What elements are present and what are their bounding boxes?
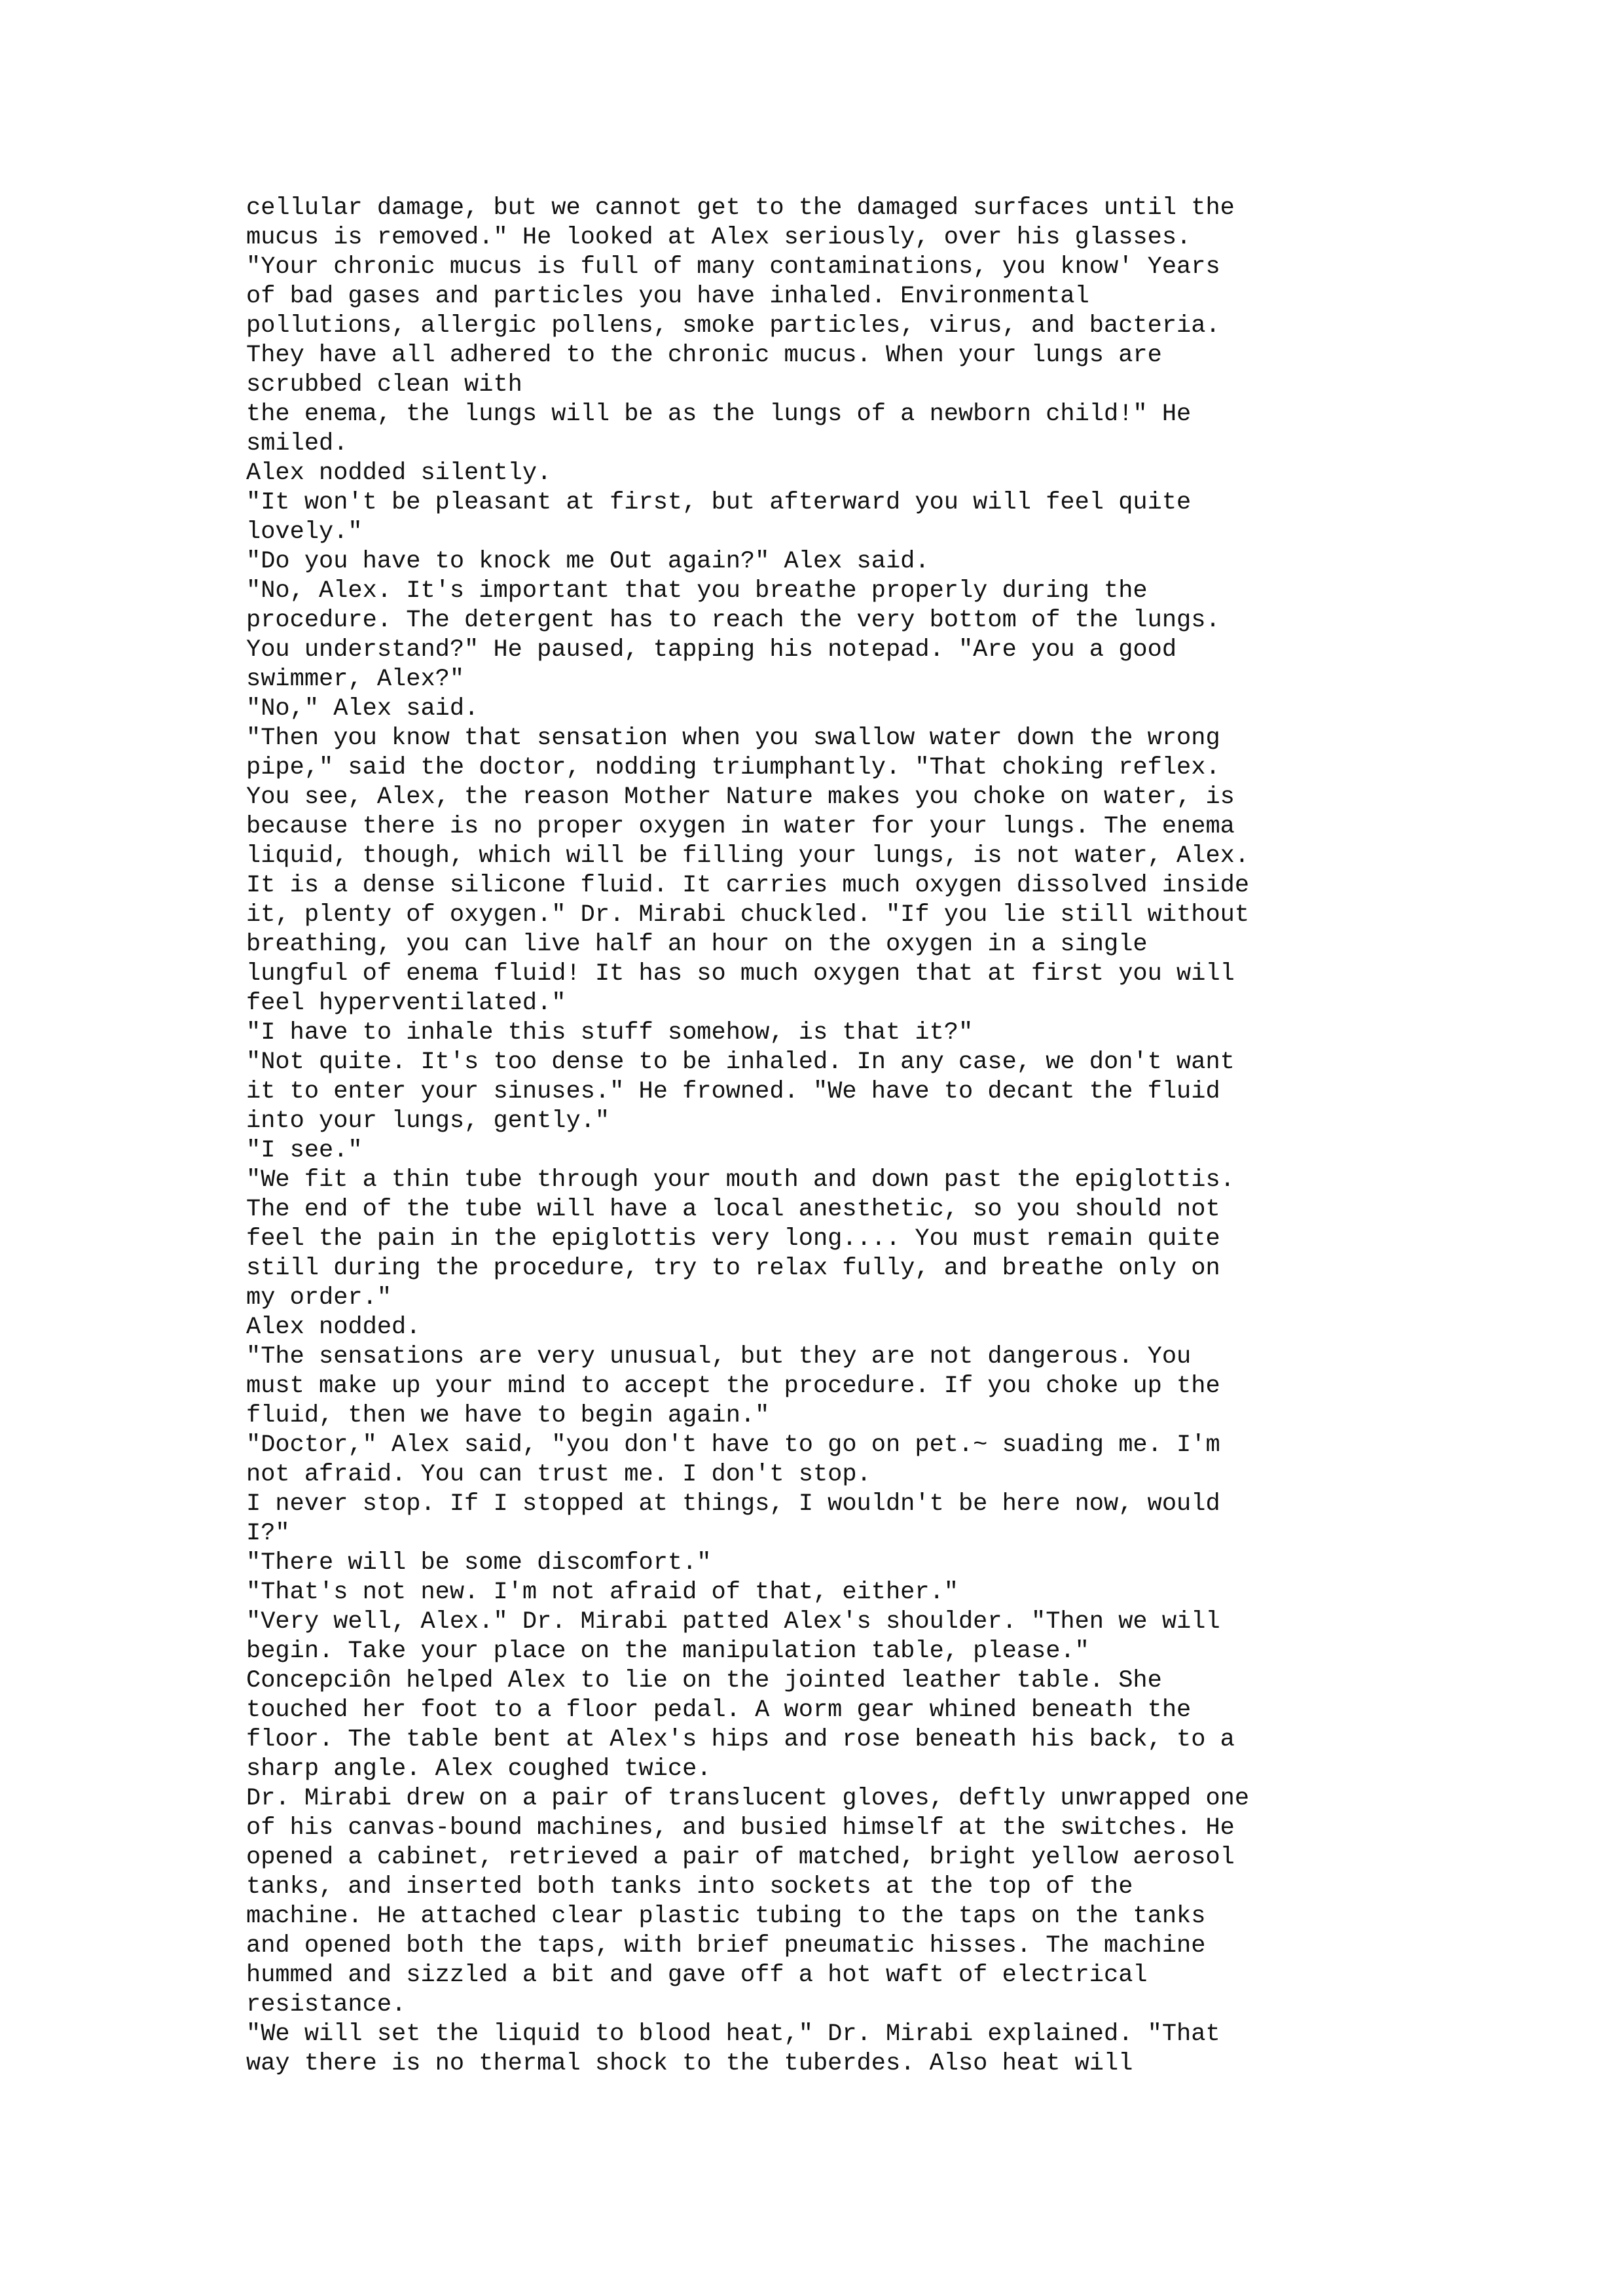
text-line: "I have to inhale this stuff somehow, is that it?" bbox=[246, 1019, 974, 1047]
text-line: scrubbed clean with bbox=[246, 371, 522, 399]
text-line: feel the pain in the epiglottis very long.... You must remain quite bbox=[246, 1225, 1220, 1253]
text-line: floor. The table bent at Alex's hips and rose beneath his back, to a bbox=[246, 1726, 1235, 1753]
text-line: machine. He attached clear plastic tubing to the taps on the tanks bbox=[246, 1903, 1206, 1930]
text-line: It is a dense silicone fluid. It carries much oxygen dissolved inside bbox=[246, 872, 1250, 899]
text-line: Dr. Mirabi drew on a pair of translucent gloves, deftly unwrapped one bbox=[246, 1785, 1250, 1812]
text-line: Alex nodded silently. bbox=[246, 459, 552, 487]
text-line: touched her foot to a floor pedal. A worm gear whined beneath the bbox=[246, 1696, 1192, 1724]
text-line: it to enter your sinuses." He frowned. "We have to decant the fluid bbox=[246, 1078, 1220, 1105]
text-line: of bad gases and particles you have inhaled. Environmental bbox=[246, 283, 1089, 310]
text-line: the enema, the lungs will be as the lungs of a newborn child!" He bbox=[246, 401, 1192, 428]
text-line: You see, Alex, the reason Mother Nature makes you choke on water, is bbox=[246, 783, 1235, 811]
text-line: of his canvas-bound machines, and busied himself at the switches. He bbox=[246, 1814, 1235, 1842]
text-line: hummed and sizzled a bit and gave off a hot waft of electrical bbox=[246, 1962, 1148, 1989]
text-line: pollutions, allergic pollens, smoke particles, virus, and bacteria. bbox=[246, 312, 1220, 340]
text-line: swimmer, Alex?" bbox=[246, 666, 465, 693]
text-line: "The sensations are very unusual, but they are not dangerous. You bbox=[246, 1343, 1192, 1371]
text-line: "No," Alex said. bbox=[246, 695, 479, 723]
text-line: I never stop. If I stopped at things, I wouldn't be here now, would bbox=[246, 1490, 1220, 1518]
text-line: tanks, and inserted both tanks into sockets at the top of the bbox=[246, 1873, 1133, 1901]
text-line: resistance. bbox=[246, 1991, 407, 2018]
text-line: feel hyperventilated." bbox=[246, 990, 566, 1017]
text-line: into your lungs, gently." bbox=[246, 1107, 610, 1135]
text-line: The end of the tube will have a local anesthetic, so you should not bbox=[246, 1196, 1220, 1223]
text-line: They have all adhered to the chronic mucus. When your lungs are bbox=[246, 342, 1162, 369]
text-line: "Then you know that sensation when you swallow water down the wrong bbox=[246, 725, 1220, 752]
text-line: breathing, you can live half an hour on the oxygen in a single bbox=[246, 931, 1148, 958]
text-line: way there is no thermal shock to the tuberdes. Also heat will bbox=[246, 2050, 1133, 2077]
text-line: my order." bbox=[246, 1284, 392, 1312]
text-line: still during the procedure, try to relax fully, and breathe only on bbox=[246, 1255, 1220, 1282]
text-line: cellular damage, but we cannot get to the damaged surfaces until the bbox=[246, 194, 1235, 222]
text-line: liquid, though, which will be filling your lungs, is not water, Alex. bbox=[246, 842, 1250, 870]
text-line: "Your chronic mucus is full of many contaminations, you know' Years bbox=[246, 253, 1220, 281]
text-line: "Doctor," Alex said, "you don't have to go on pet.~ suading me. I'm bbox=[246, 1431, 1220, 1459]
text-line: "We fit a thin tube through your mouth and down past the epiglottis. bbox=[246, 1166, 1235, 1194]
text-line: not afraid. You can trust me. I don't stop. bbox=[246, 1461, 871, 1488]
text-line: Alex nodded. bbox=[246, 1314, 421, 1341]
text-line: I?" bbox=[246, 1520, 290, 1547]
text-line: "No, Alex. It's important that you breathe properly during the bbox=[246, 577, 1148, 605]
text-line: "That's not new. I'm not afraid of that, either." bbox=[246, 1579, 958, 1606]
text-line: lovely." bbox=[246, 518, 363, 546]
text-line: it, plenty of oxygen." Dr. Mirabi chuckled. "If you lie still without bbox=[246, 901, 1250, 929]
text-line: mucus is removed." He looked at Alex seriously, over his glasses. bbox=[246, 224, 1192, 251]
text-line: "I see." bbox=[246, 1137, 363, 1164]
text-line: because there is no proper oxygen in water for your lungs. The enema bbox=[246, 813, 1235, 840]
text-line: and opened both the taps, with brief pneumatic hisses. The machine bbox=[246, 1932, 1206, 1960]
text-line: must make up your mind to accept the procedure. If you choke up the bbox=[246, 1372, 1220, 1400]
text-line: lungful of enema fluid! It has so much oxygen that at first you will bbox=[246, 960, 1235, 988]
text-line: opened a cabinet, retrieved a pair of matched, bright yellow aerosol bbox=[246, 1844, 1235, 1871]
text-line: procedure. The detergent has to reach the very bottom of the lungs. bbox=[246, 607, 1220, 634]
text-line: "Not quite. It's too dense to be inhaled. In any case, we don't want bbox=[246, 1049, 1235, 1076]
text-line: smiled. bbox=[246, 430, 348, 457]
text-line: sharp angle. Alex coughed twice. bbox=[246, 1755, 712, 1783]
text-line: You understand?" He paused, tapping his notepad. "Are you a good bbox=[246, 636, 1177, 664]
text-line: "Very well, Alex." Dr. Mirabi patted Alex's shoulder. "Then we will bbox=[246, 1608, 1220, 1636]
text-line: begin. Take your place on the manipulation table, please." bbox=[246, 1638, 1089, 1665]
text-line: "There will be some discomfort." bbox=[246, 1549, 712, 1577]
text-line: fluid, then we have to begin again." bbox=[246, 1402, 770, 1429]
text-line: Concepciôn helped Alex to lie on the jointed leather table. She bbox=[246, 1667, 1162, 1695]
text-line: pipe," said the doctor, nodding triumphantly. "That choking reflex. bbox=[246, 754, 1220, 781]
body-text bbox=[246, 194, 1490, 2079]
text-line: "We will set the liquid to blood heat," Dr. Mirabi explained. "That bbox=[246, 2020, 1220, 2048]
text-line: "It won't be pleasant at first, but afterward you will feel quite bbox=[246, 489, 1192, 516]
text-line: "Do you have to knock me Out again?" Alex said. bbox=[246, 548, 930, 575]
